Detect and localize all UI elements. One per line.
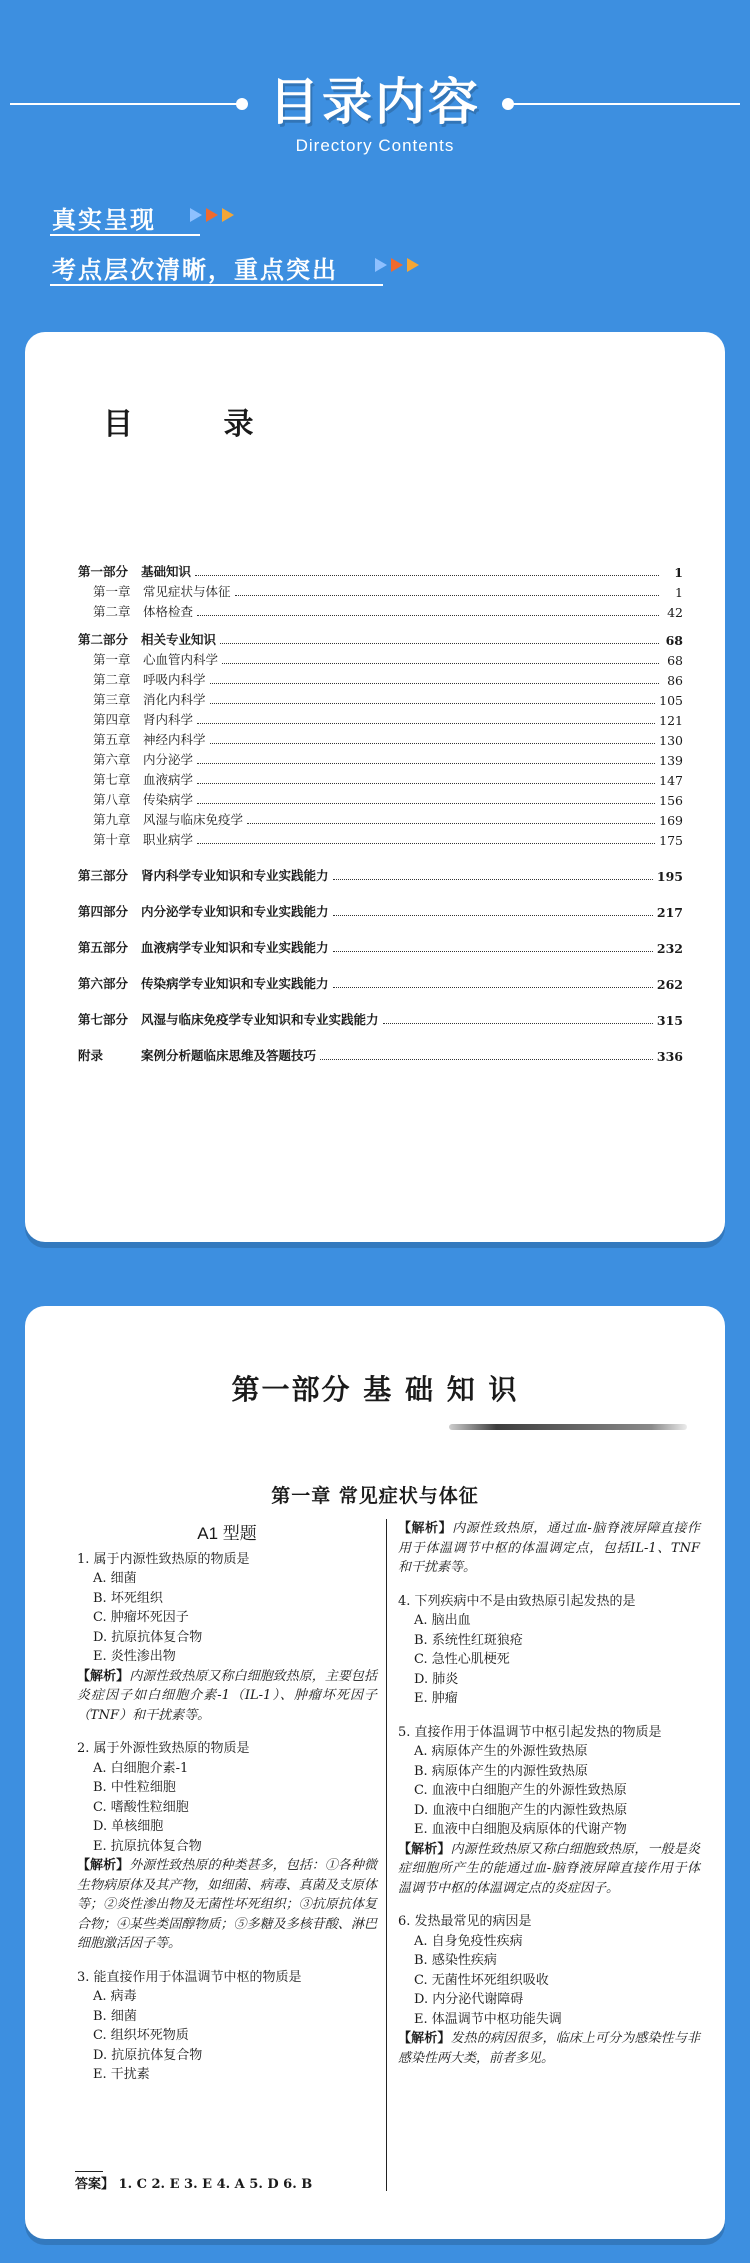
toc-entry-title: 传染病学 bbox=[143, 792, 194, 807]
answer-option: B. 感染性疾病 bbox=[414, 1953, 497, 1968]
answer-option: D. 血液中白细胞产生的内源性致热原 bbox=[414, 1802, 628, 1818]
toc-row bbox=[78, 828, 683, 848]
toc-entry-title: 消化内科学 bbox=[143, 692, 206, 707]
question-block bbox=[77, 1968, 377, 2085]
toc-page-number: 121 bbox=[659, 713, 683, 728]
answer-line bbox=[75, 2173, 312, 2192]
toc-page-number: 68 bbox=[665, 633, 683, 648]
toc-dot-leader bbox=[333, 915, 653, 916]
question-stem: 3. 能直接作用于体温调节中枢的物质是 bbox=[77, 1969, 302, 1985]
toc-entry bbox=[78, 690, 206, 708]
answer-rule bbox=[75, 2171, 103, 2172]
analysis-label: 【解析】 bbox=[77, 1858, 130, 1873]
toc-page-number: 217 bbox=[656, 905, 683, 920]
toc-dot-leader bbox=[197, 723, 655, 724]
answer-option: D. 抗原抗体复合物 bbox=[93, 2047, 203, 2063]
part-title: 第一部分 基 础 知 识 bbox=[231, 1373, 519, 1406]
analysis-label: 【解析】 bbox=[398, 2031, 451, 2046]
answer-option: C. 嗜酸性粒细胞 bbox=[93, 1799, 189, 1815]
toc-page-number: 232 bbox=[656, 941, 683, 956]
toc-row bbox=[78, 964, 683, 992]
answer-option: E. 肿瘤 bbox=[414, 1691, 458, 1706]
toc-entry bbox=[78, 938, 329, 956]
sample-page-card bbox=[25, 1306, 725, 2239]
analysis-body: 发热的病因很多，临床上可分为感染性与非感染性两大类，前者多见。 bbox=[398, 2031, 700, 2066]
answer-option: A. 自身免疫性疾病 bbox=[414, 1933, 523, 1949]
toc-entry-title: 内分泌学专业知识和专业实践能力 bbox=[141, 904, 329, 919]
question-block bbox=[398, 1723, 700, 1899]
toc-page-number: 86 bbox=[667, 673, 683, 688]
question-block bbox=[398, 1519, 700, 1578]
toc-row bbox=[78, 808, 683, 828]
toc-dot-leader bbox=[320, 1059, 653, 1060]
toc-page-number: 175 bbox=[659, 833, 683, 848]
toc-page-number: 1 bbox=[674, 565, 683, 580]
toc-page-number: 147 bbox=[659, 773, 683, 788]
toc-entry-title: 基础知识 bbox=[141, 564, 192, 579]
toc-entry-title: 职业病学 bbox=[143, 832, 194, 847]
toc-entry-number: 第六章 bbox=[93, 752, 131, 767]
toc-row bbox=[78, 1036, 683, 1064]
toc-dot-leader bbox=[222, 663, 659, 664]
toc-entry-title: 体格检查 bbox=[143, 604, 194, 619]
toc-row bbox=[78, 580, 683, 600]
question-column-left bbox=[77, 1524, 377, 2099]
tag-underline-1 bbox=[50, 234, 200, 236]
toc-entry bbox=[78, 770, 193, 788]
toc-entry-title: 呼吸内科学 bbox=[143, 672, 206, 687]
answer-option: B. 系统性红斑狼疮 bbox=[414, 1632, 523, 1648]
toc-dot-leader bbox=[210, 703, 656, 704]
analysis-text bbox=[77, 1667, 377, 1726]
toc-entry-title: 血液病学 bbox=[143, 772, 194, 787]
toc-page-number: 156 bbox=[659, 793, 683, 808]
analysis-body: 外源性致热原的种类甚多，包括：①各种微生物病原体及其产物，如细菌、病毒、真菌及支原体等；②炎性渗出物及无菌性坏死组织；③抗原抗体复合物；④某些类固醇物质；⑤多糖及多核苷酸、淋巴细胞激活因子等。 bbox=[77, 1858, 377, 1951]
answer-option: B. 细菌 bbox=[93, 2008, 137, 2024]
toc-dot-leader bbox=[333, 879, 653, 880]
question-stem: 6. 发热最常见的病因是 bbox=[398, 1914, 532, 1929]
question-block bbox=[398, 1912, 700, 2068]
toc-row bbox=[78, 768, 683, 788]
toc-entry-number: 第七章 bbox=[93, 772, 131, 787]
analysis-label: 【解析】 bbox=[398, 1521, 453, 1536]
toc-page-number: 315 bbox=[656, 1013, 683, 1028]
toc-entry bbox=[78, 1010, 379, 1028]
analysis-label: 【解析】 bbox=[77, 1668, 130, 1684]
hero-subtitle: Directory Contents bbox=[295, 136, 455, 155]
toc-heading: 目 录 bbox=[103, 407, 294, 442]
answer-option: E. 血液中白细胞及病原体的代谢产物 bbox=[414, 1822, 627, 1837]
hero-title: 目录内容 bbox=[269, 73, 481, 131]
tag-underline-2 bbox=[50, 284, 383, 286]
toc-entry-number: 第三章 bbox=[93, 692, 131, 707]
toc-dot-leader bbox=[197, 783, 655, 784]
tag-clear: 考点层次清晰，重点突出 bbox=[52, 256, 338, 284]
toc-entry-number: 第二章 bbox=[93, 672, 131, 687]
toc-page-number: 336 bbox=[656, 1049, 683, 1064]
arrow-right-icon bbox=[206, 208, 218, 222]
toc-dot-leader bbox=[210, 683, 659, 684]
question-block bbox=[398, 1592, 700, 1709]
arrow-icon-group-1 bbox=[190, 208, 234, 222]
answer-values: 1. C 2. E 3. E 4. A 5. D 6. B bbox=[118, 2177, 313, 2192]
toc-entry-number: 第一章 bbox=[93, 584, 131, 599]
toc-entry bbox=[78, 974, 329, 992]
question-column-right bbox=[398, 1519, 700, 2082]
answer-option: B. 病原体产生的内源性致热原 bbox=[414, 1763, 588, 1779]
toc-dot-leader bbox=[210, 743, 656, 744]
toc-entry-number: 第六部分 bbox=[78, 976, 129, 991]
toc-page-number: 42 bbox=[667, 605, 683, 620]
toc-entry bbox=[78, 562, 191, 580]
toc-page-number: 262 bbox=[656, 977, 683, 992]
answer-option: A. 细菌 bbox=[93, 1571, 137, 1586]
answer-option: E. 炎性渗出物 bbox=[93, 1649, 176, 1664]
toc-entry bbox=[78, 750, 193, 768]
toc-entry-title: 相关专业知识 bbox=[141, 632, 217, 647]
toc-entry-title: 风湿与临床免疫学 bbox=[143, 812, 244, 827]
hero-dot-left bbox=[236, 98, 248, 110]
toc-row bbox=[78, 928, 683, 956]
brush-stroke-decoration bbox=[449, 1424, 687, 1430]
answer-option: C. 无菌性坏死组织吸收 bbox=[414, 1972, 549, 1988]
toc-page-number: 105 bbox=[659, 693, 683, 708]
answer-option: E. 抗原抗体复合物 bbox=[93, 1838, 202, 1854]
hero-banner bbox=[0, 0, 750, 320]
answer-option: D. 内分泌代谢障碍 bbox=[414, 1992, 524, 2007]
toc-entry-title: 肾内科学专业知识和专业实践能力 bbox=[141, 868, 329, 883]
toc-dot-leader bbox=[235, 595, 659, 596]
answer-option: C. 肿瘤坏死因子 bbox=[93, 1610, 189, 1625]
question-stem: 2. 属于外源性致热原的物质是 bbox=[77, 1741, 250, 1756]
toc-page-number: 169 bbox=[659, 813, 683, 828]
toc-page-number: 68 bbox=[667, 653, 683, 668]
toc-dot-leader bbox=[383, 1023, 653, 1024]
answer-option: B. 坏死组织 bbox=[93, 1590, 163, 1606]
toc-entry-number: 第三部分 bbox=[78, 868, 129, 883]
toc-entry-number: 第四章 bbox=[93, 712, 131, 727]
toc-list bbox=[78, 560, 683, 1064]
toc-row bbox=[78, 648, 683, 668]
answer-option: A. 病原体产生的外源性致热原 bbox=[414, 1744, 588, 1759]
toc-entry-title: 神经内科学 bbox=[143, 732, 206, 747]
toc-dot-leader bbox=[333, 951, 653, 952]
toc-row bbox=[78, 600, 683, 620]
toc-page-number: 1 bbox=[675, 585, 683, 600]
answer-label: 答案】 bbox=[75, 2177, 115, 2192]
toc-dot-leader bbox=[197, 763, 655, 764]
answer-option: C. 急性心肌梗死 bbox=[414, 1652, 510, 1667]
column-divider bbox=[386, 1519, 387, 2191]
toc-dot-leader bbox=[220, 643, 659, 644]
toc-entry-number: 第十章 bbox=[93, 832, 131, 847]
toc-row bbox=[78, 668, 683, 688]
analysis-body: 内源性致热原，通过血-脑脊液屏障直接作用于体温调节中枢的体温调定点，包括IL-1、TNF和干扰素等。 bbox=[398, 1521, 700, 1575]
toc-entry-number: 第七部分 bbox=[78, 1012, 129, 1027]
toc-entry-number: 第五部分 bbox=[78, 940, 129, 955]
toc-page-number: 139 bbox=[659, 753, 683, 768]
toc-entry-number: 第四部分 bbox=[78, 904, 129, 919]
question-block bbox=[77, 1550, 377, 1726]
toc-entry-number: 第二部分 bbox=[78, 632, 129, 647]
hero-divider-left bbox=[10, 103, 238, 105]
toc-entry bbox=[78, 670, 206, 688]
toc-dot-leader bbox=[247, 823, 655, 824]
answer-option: D. 抗原抗体复合物 bbox=[93, 1629, 203, 1645]
toc-row bbox=[78, 628, 683, 648]
toc-row bbox=[78, 708, 683, 728]
toc-row bbox=[78, 788, 683, 808]
toc-entry-title: 常见症状与体征 bbox=[143, 584, 231, 599]
answer-option: A. 脑出血 bbox=[414, 1613, 471, 1628]
analysis-text bbox=[398, 2029, 700, 2068]
question-block bbox=[77, 1739, 377, 1954]
toc-entry bbox=[78, 650, 218, 668]
toc-entry bbox=[78, 730, 206, 748]
toc-entry bbox=[78, 830, 193, 848]
toc-page-number: 130 bbox=[659, 733, 683, 748]
arrow-icon-group-2 bbox=[375, 258, 419, 272]
answer-option: A. 白细胞介素-1 bbox=[93, 1760, 189, 1776]
analysis-text bbox=[398, 1519, 700, 1578]
arrow-right-icon bbox=[222, 208, 234, 222]
question-stem: 1. 属于内源性致热原的物质是 bbox=[77, 1551, 250, 1567]
section-heading: A1 型题 bbox=[197, 1524, 257, 1543]
answer-option: D. 肺炎 bbox=[414, 1671, 459, 1687]
analysis-text bbox=[77, 1856, 377, 1954]
arrow-right-icon bbox=[391, 258, 403, 272]
toc-entry-number: 附录 bbox=[78, 1048, 104, 1063]
toc-entry bbox=[78, 630, 216, 648]
answer-option: C. 血液中白细胞产生的外源性致热原 bbox=[414, 1783, 627, 1798]
answer-option: B. 中性粒细胞 bbox=[93, 1780, 176, 1795]
toc-entry bbox=[78, 902, 329, 920]
toc-dot-leader bbox=[197, 843, 655, 844]
toc-entry bbox=[78, 602, 193, 620]
answer-option: C. 组织坏死物质 bbox=[93, 2028, 189, 2043]
analysis-body: 内源性致热原又称白细胞致热原，一般是炎症细胞所产生的能通过血-脑脊液屏障直接作用于体温调节中枢的体温调定点的炎症因子。 bbox=[398, 1841, 700, 1896]
toc-entry-number: 第八章 bbox=[93, 792, 131, 807]
analysis-text bbox=[398, 1840, 700, 1899]
toc-row bbox=[78, 1000, 683, 1028]
toc-entry bbox=[78, 710, 193, 728]
toc-row bbox=[78, 892, 683, 920]
toc-entry-title: 传染病学专业知识和专业实践能力 bbox=[141, 976, 329, 991]
toc-entry-number: 第九章 bbox=[93, 812, 131, 827]
toc-dot-leader bbox=[197, 615, 659, 616]
toc-entry bbox=[78, 582, 231, 600]
chapter-title: 第一章 常见症状与体征 bbox=[271, 1485, 479, 1507]
toc-card bbox=[25, 332, 725, 1242]
tag-real: 真实呈现 bbox=[52, 206, 156, 234]
toc-page-number: 195 bbox=[656, 869, 683, 884]
toc-entry-title: 血液病学专业知识和专业实践能力 bbox=[141, 940, 329, 955]
toc-row bbox=[78, 688, 683, 708]
toc-entry-title: 案例分析题临床思维及答题技巧 bbox=[141, 1048, 317, 1063]
toc-dot-leader bbox=[197, 803, 655, 804]
toc-dot-leader bbox=[333, 987, 653, 988]
toc-entry-title: 内分泌学 bbox=[143, 752, 194, 767]
arrow-right-icon bbox=[407, 258, 419, 272]
toc-entry-title: 风湿与临床免疫学专业知识和专业实践能力 bbox=[141, 1012, 379, 1027]
toc-row bbox=[78, 856, 683, 884]
answer-option: E. 体温调节中枢功能失调 bbox=[414, 2011, 562, 2027]
analysis-label: 【解析】 bbox=[398, 1841, 451, 1857]
answer-option: A. 病毒 bbox=[93, 1989, 137, 2004]
toc-entry bbox=[78, 1046, 316, 1064]
arrow-right-icon bbox=[375, 258, 387, 272]
toc-dot-leader bbox=[195, 575, 659, 576]
answer-option: E. 干扰素 bbox=[93, 2067, 150, 2082]
toc-entry-number: 第一章 bbox=[93, 652, 131, 667]
toc-entry-title: 肾内科学 bbox=[143, 712, 194, 727]
arrow-right-icon bbox=[190, 208, 202, 222]
toc-entry bbox=[78, 790, 193, 808]
analysis-body: 内源性致热原又称白细胞致热原，主要包括炎症因子如白细胞介素-1（IL-1）、肿瘤坏死因子（TNF）和干扰素等。 bbox=[77, 1668, 377, 1723]
question-stem: 5. 直接作用于体温调节中枢引起发热的物质是 bbox=[398, 1724, 662, 1740]
toc-entry-number: 第二章 bbox=[93, 604, 131, 619]
toc-entry-number: 第五章 bbox=[93, 732, 131, 747]
toc-entry bbox=[78, 810, 243, 828]
hero-divider-right bbox=[512, 103, 740, 105]
question-stem: 4. 下列疾病中不是由致热原引起发热的是 bbox=[398, 1593, 636, 1609]
toc-row bbox=[78, 728, 683, 748]
toc-entry-number: 第一部分 bbox=[78, 564, 129, 579]
answer-option: D. 单核细胞 bbox=[93, 1819, 164, 1834]
toc-entry bbox=[78, 866, 329, 884]
toc-entry-title: 心血管内科学 bbox=[143, 652, 219, 667]
toc-row bbox=[78, 560, 683, 580]
toc-row bbox=[78, 748, 683, 768]
